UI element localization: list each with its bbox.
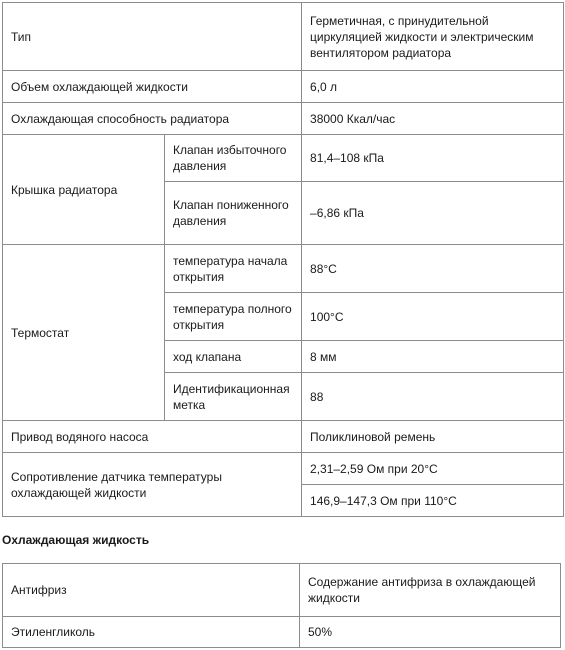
table-row: [3, 453, 564, 485]
table-row: [3, 617, 561, 648]
table-row: [3, 71, 564, 103]
coolant-volume-value: 6,0 л: [302, 71, 564, 103]
water-pump-drive-value: Поликлиновой ремень: [302, 421, 564, 453]
overpressure-valve-value: 81,4–108 кПа: [302, 135, 564, 182]
underpressure-valve-value: –6,86 кПа: [302, 182, 564, 245]
id-mark-value: 88: [302, 373, 564, 421]
antifreeze-header: Антифриз: [3, 564, 300, 617]
table-row: [3, 3, 564, 71]
id-mark-label: Идентификационная метка: [165, 373, 302, 421]
antifreeze-percent-cell: 50%: [300, 617, 561, 648]
ethylene-glycol-cell: Этиленгликоль: [3, 617, 300, 648]
table-row: [3, 245, 564, 293]
water-pump-drive-label: Привод водяного насоса: [3, 421, 302, 453]
full-open-temp-label: температура полного открытия: [165, 293, 302, 341]
opening-start-temp-value: 88°C: [302, 245, 564, 293]
temp-sensor-resistance-value-2: 146,9–147,3 Ом при 110°C: [302, 485, 564, 517]
valve-travel-label: ход клапана: [165, 341, 302, 373]
type-label: Тип: [3, 3, 302, 71]
table-row: [3, 421, 564, 453]
opening-start-temp-label: температура начала открытия: [165, 245, 302, 293]
radiator-cap-label: Крышка радиатора: [3, 135, 165, 245]
cooling-system-spec-table: [2, 2, 564, 517]
underpressure-valve-label: Клапан пониженного давления: [165, 182, 302, 245]
table-row: [3, 564, 561, 617]
radiator-capacity-value: 38000 Ккал/час: [302, 103, 564, 135]
temp-sensor-resistance-label: Сопротивление датчика температуры охлаждающей жидкости: [3, 453, 302, 517]
overpressure-valve-label: Клапан избыточного давления: [165, 135, 302, 182]
thermostat-label: Термостат: [3, 245, 165, 421]
coolant-table: [2, 563, 561, 648]
full-open-temp-value: 100°C: [302, 293, 564, 341]
coolant-volume-label: Объем охлаждающей жидкости: [3, 71, 302, 103]
table-row: [3, 103, 564, 135]
temp-sensor-resistance-value-1: 2,31–2,59 Ом при 20°C: [302, 453, 564, 485]
type-value: Герметичная, с принудительной циркуляцией жидкости и электрическим вентилятором радиатора: [302, 3, 564, 71]
valve-travel-value: 8 мм: [302, 341, 564, 373]
coolant-section-heading: Охлаждающая жидкость: [2, 533, 150, 547]
radiator-capacity-label: Охлаждающая способность радиатора: [3, 103, 302, 135]
antifreeze-content-header: Содержание антифриза в охлаждающей жидкости: [300, 564, 561, 617]
table-row: [3, 135, 564, 182]
